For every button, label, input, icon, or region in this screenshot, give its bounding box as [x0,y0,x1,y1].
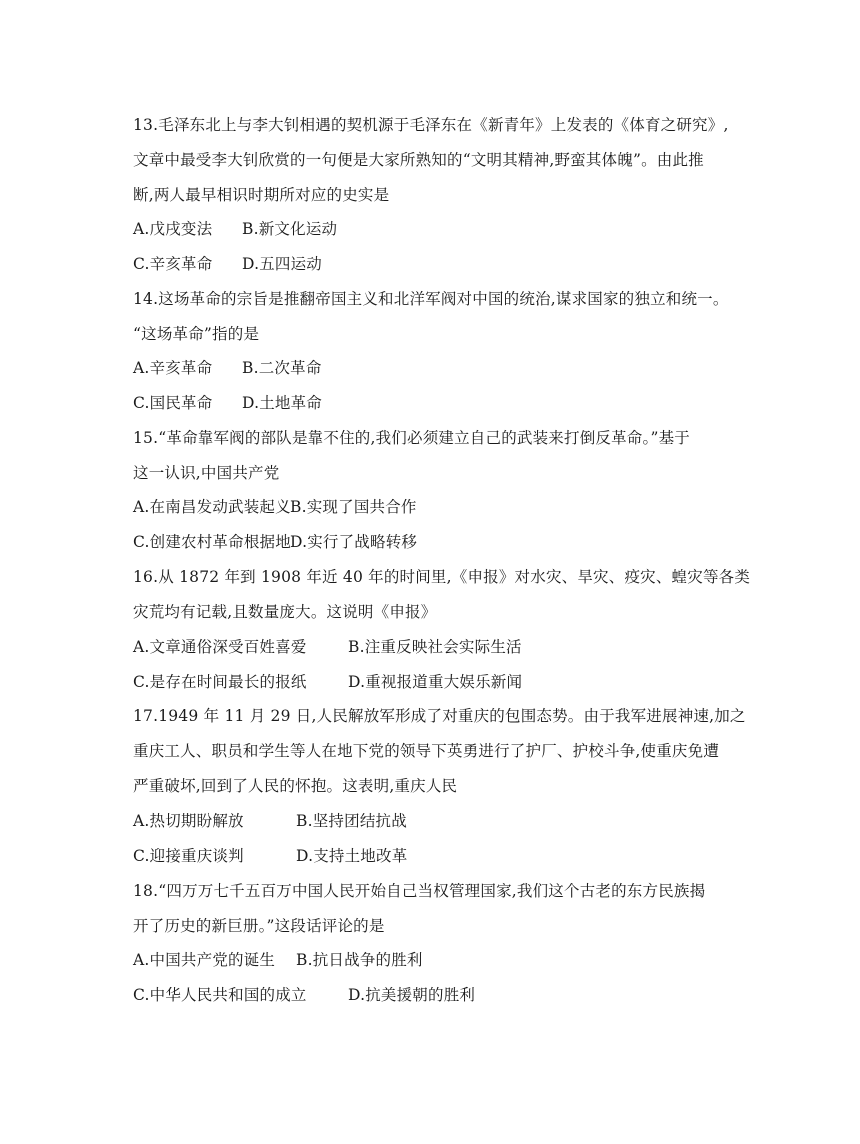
q15-option-d: D.实行了战略转移 [290,533,418,551]
q14-option-b: B.二次革命 [242,359,322,377]
q17-stem-line-2: 重庆工人、职员和学生等人在地下党的领导下英勇进行了护厂、护校斗争,使重庆免遭 [133,742,720,760]
q15-stem-line-2: 这一认识,中国共产党 [133,464,280,482]
q17-option-b: B.坚持团结抗战 [296,812,407,830]
q18-option-d: D.抗美援朝的胜利 [348,986,476,1004]
q15-option-c: C.创建农村革命根据地 [133,533,291,551]
q17-option-c: C.迎接重庆谈判 [133,847,244,865]
q15-option-b: B.实现了国共合作 [290,498,417,516]
q18-option-c: C.中华人民共和国的成立 [133,986,307,1004]
q17-option-d: D.支持土地改革 [296,847,408,865]
q13-option-b: B.新文化运动 [242,220,338,238]
q13-option-a: A.戊戌变法 [133,220,213,238]
q14-stem-line-1: 14.这场革命的宗旨是推翻帝国主义和北洋军阀对中国的统治,谋求国家的独立和统一。 [133,290,729,308]
q17-option-a: A.热切期盼解放 [133,812,244,830]
q17-stem-line-3: 严重破坏,回到了人民的怀抱。这表明,重庆人民 [133,777,458,795]
q13-option-d: D.五四运动 [242,255,323,273]
q18-option-a: A.中国共产党的诞生 [133,951,276,969]
q14-stem-line-2: “这场革命”指的是 [133,325,260,343]
q15-option-a: A.在南昌发动武装起义 [133,498,291,516]
q18-stem-line-1: 18.“四万万七千五百万中国人民开始自己当权管理国家,我们这个古老的东方民族揭 [133,882,706,900]
q16-stem-line-1: 16.从 1872 年到 1908 年近 40 年的时间里,《申报》对水灾、旱灾、疫灾、蝗灾等各类 [133,568,751,586]
q16-option-c: C.是存在时间最长的报纸 [133,673,307,691]
q14-option-c: C.国民革命 [133,394,213,412]
q16-option-a: A.文章通俗深受百姓喜爱 [133,638,307,656]
q17-stem-line-1: 17.1949 年 11 月 29 日,人民解放军形成了对重庆的包围态势。由于我军进展神速,加之 [133,707,746,725]
q13-stem-line-1: 13.毛泽东北上与李大钊相遇的契机源于毛泽东在《新青年》上发表的《体育之研究》, [133,116,729,134]
q16-stem-line-2: 灾荒均有记载,且数量庞大。这说明《申报》 [133,603,437,621]
q14-option-d: D.土地革命 [242,394,323,412]
q14-option-a: A.辛亥革命 [133,359,213,377]
q13-option-c: C.辛亥革命 [133,255,213,273]
q18-option-b: B.抗日战争的胜利 [296,951,423,969]
q16-option-d: D.重视报道重大娱乐新闻 [348,673,523,691]
q15-stem-line-1: 15.“革命靠军阀的部队是靠不住的,我们必须建立自己的武装来打倒反革命。”基于 [133,429,690,447]
q13-stem-line-3: 断,两人最早相识时期所对应的史实是 [133,186,390,204]
q18-stem-line-2: 开了历史的新巨册。”这段话评论的是 [133,917,385,935]
q13-stem-line-2: 文章中最受李大钊欣赏的一句便是大家所熟知的“文明其精神,野蛮其体魄”。由此推 [133,151,704,169]
q16-option-b: B.注重反映社会实际生活 [348,638,522,656]
